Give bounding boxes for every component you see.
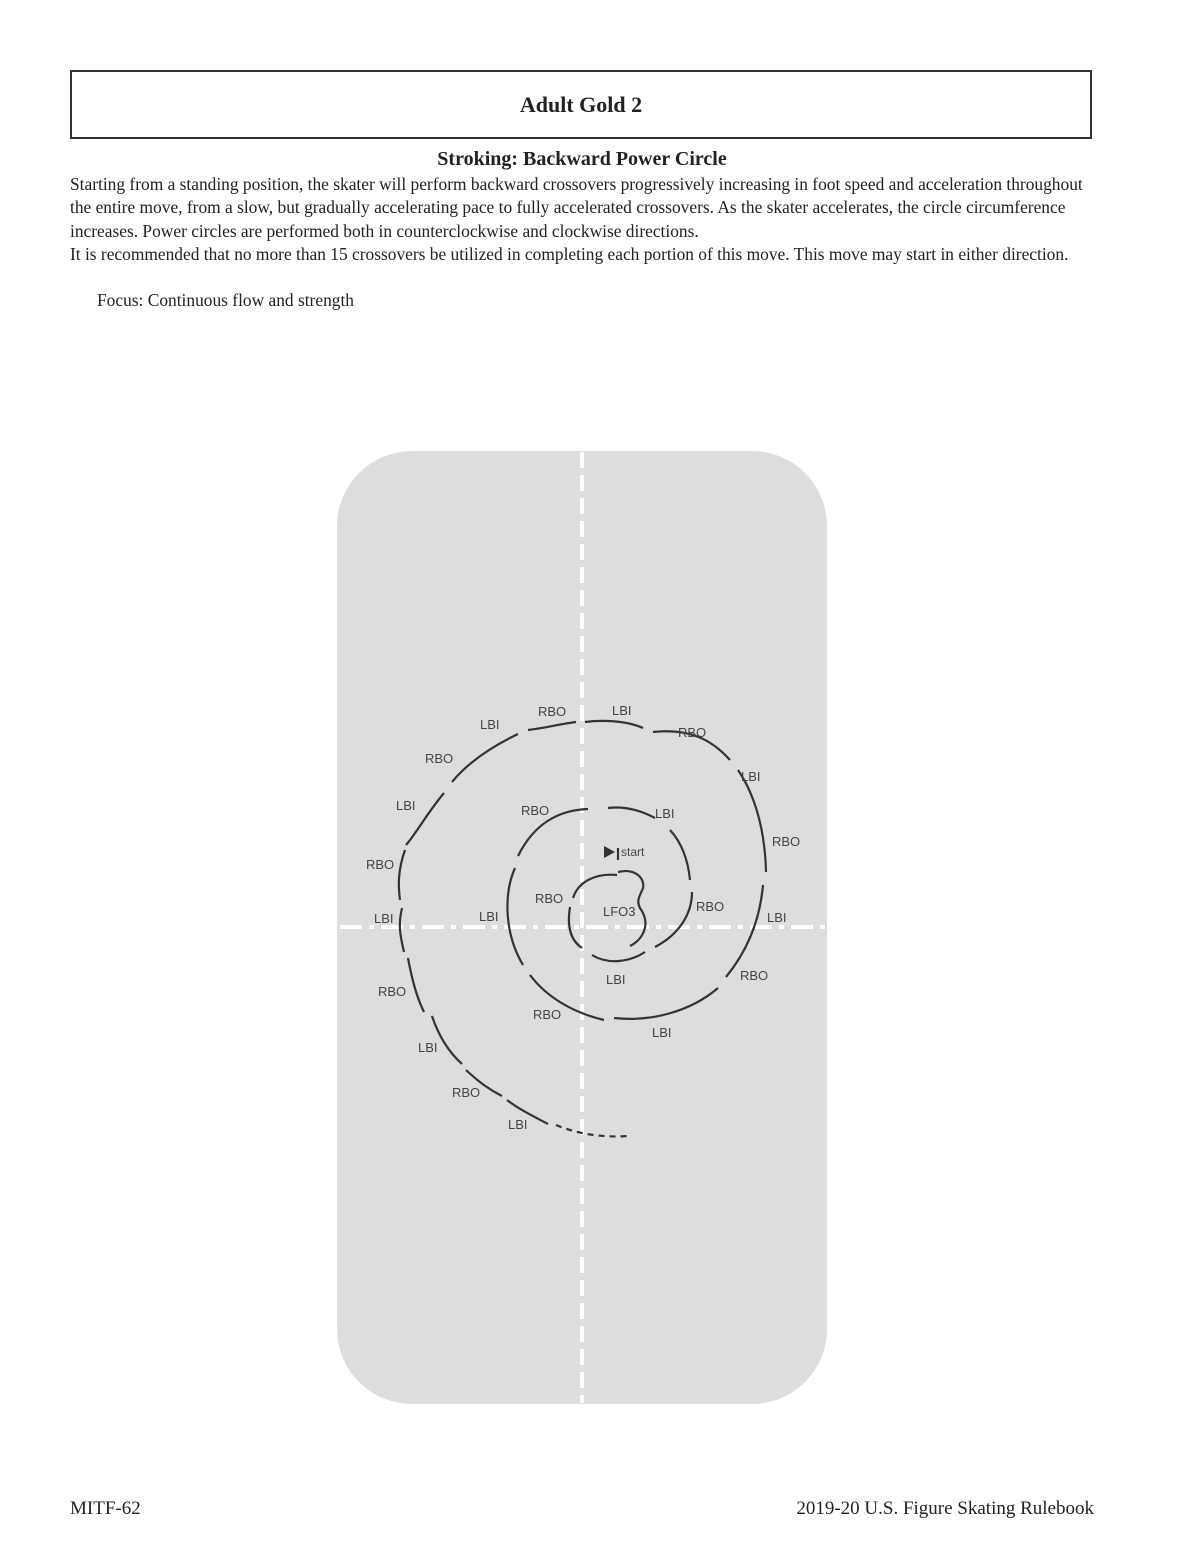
edge-label: LBI bbox=[480, 717, 500, 732]
section-title: Stroking: Backward Power Circle bbox=[437, 148, 727, 170]
edge-label: RBO bbox=[521, 803, 550, 818]
edge-label: LBI bbox=[479, 909, 499, 924]
edge-label: LBI bbox=[652, 1025, 672, 1040]
edge-label: RBO bbox=[533, 1007, 562, 1022]
edge-label: RBO bbox=[452, 1085, 481, 1100]
description-paragraph-2: It is recommended that no more than 15 crossovers be utilized in completing each portion of this move. This move may start in either direction. bbox=[70, 244, 1069, 265]
edge-label: RBO bbox=[378, 984, 407, 999]
edge-label: RBO bbox=[678, 725, 707, 740]
edge-label: RBO bbox=[740, 968, 769, 983]
edge-label: LBI bbox=[508, 1117, 528, 1132]
page-title: Adult Gold 2 bbox=[519, 91, 643, 117]
description bbox=[70, 173, 1100, 267]
publication-title: 2019-20 U.S. Figure Skating Rulebook bbox=[796, 1498, 1094, 1519]
page-number: MITF-62 bbox=[70, 1498, 141, 1519]
edge-label: LBI bbox=[612, 703, 632, 718]
edge-label: RBO bbox=[366, 857, 395, 872]
edge-label: LBI bbox=[655, 806, 675, 821]
edge-label: RBO bbox=[772, 834, 801, 849]
rink-diagram bbox=[336, 450, 828, 1405]
edge-label: LBI bbox=[374, 911, 394, 926]
edge-label: LBI bbox=[741, 769, 761, 784]
edge-label: LBI bbox=[418, 1040, 438, 1055]
description-paragraph-1: Starting from a standing position, the skater will perform backward crossovers progressively increasing in foot speed and acceleration throughout the entire move, from a slow, but gradually accelerating pace to fully accelerated crossovers. As the skater accelerates, the circle circumference increases. Power circles are performed both in counterclockwise and clockwise directions. bbox=[70, 174, 1083, 241]
focus-note: Focus: Continuous flow and strength bbox=[97, 290, 354, 310]
title-box bbox=[70, 70, 1092, 139]
edge-label: RBO bbox=[425, 751, 454, 766]
edge-label: LBI bbox=[606, 972, 626, 987]
edge-label: RBO bbox=[696, 899, 725, 914]
edge-label: LBI bbox=[767, 910, 787, 925]
start-label: start bbox=[621, 845, 645, 859]
edge-label: RBO bbox=[535, 891, 564, 906]
start-edge-label: LFO3 bbox=[603, 904, 636, 919]
edge-label: RBO bbox=[538, 704, 567, 719]
edge-label: LBI bbox=[396, 798, 416, 813]
